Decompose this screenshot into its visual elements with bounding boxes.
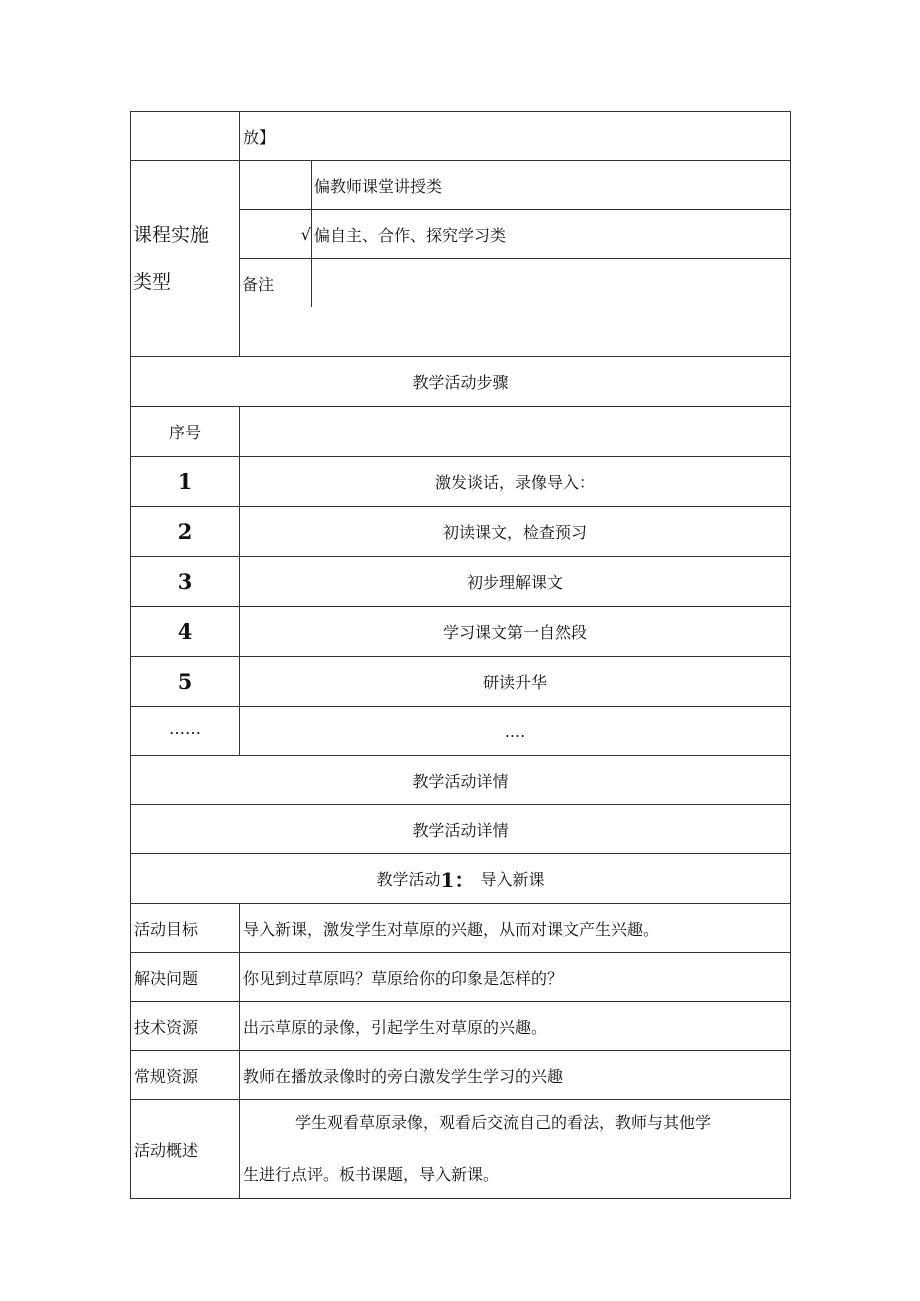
step-number: 5 bbox=[131, 657, 240, 706]
activity-heading bbox=[131, 854, 790, 903]
step-number: 4 bbox=[131, 607, 240, 656]
course-type-remark bbox=[240, 259, 790, 357]
detail-row bbox=[130, 953, 791, 1002]
overview-text bbox=[240, 1100, 790, 1198]
continuation-left-cell bbox=[131, 112, 240, 160]
detail-value: 出示草原的录像，引起学生对草原的兴趣。 bbox=[243, 1017, 548, 1037]
overview-label: 活动概述 bbox=[131, 1100, 240, 1198]
remark-value bbox=[312, 259, 790, 307]
option-text: 偏自主、合作、探究学习类 bbox=[314, 225, 507, 245]
course-type-label-line1: 课程实施 bbox=[133, 223, 210, 246]
option-mark: √ bbox=[240, 210, 312, 258]
activity-name: 导入新课 bbox=[480, 870, 545, 889]
details-title: 教学活动详情 bbox=[412, 820, 509, 840]
steps-title-row bbox=[130, 357, 791, 407]
steps-header-content bbox=[240, 407, 790, 456]
detail-value: 你见到过草原吗？草原给你的印象是怎样的？ bbox=[243, 968, 564, 988]
step-number: 3 bbox=[131, 557, 240, 606]
overview-line2: 生进行点评。板书课题，导入新课。 bbox=[243, 1165, 500, 1184]
step-row bbox=[130, 557, 791, 607]
detail-label: 活动目标 bbox=[131, 904, 240, 952]
step-text: 学习课文第一自然段 bbox=[442, 623, 587, 642]
remark-label: 备注 bbox=[240, 259, 312, 307]
course-type-option-lecture bbox=[240, 161, 790, 210]
course-type-option-inquiry bbox=[240, 210, 790, 259]
details-title: 教学活动详情 bbox=[412, 771, 509, 791]
details-title-row bbox=[130, 756, 791, 805]
step-text: 研读升华 bbox=[482, 673, 547, 692]
activity-number: 1： bbox=[440, 868, 475, 892]
step-text: .... bbox=[504, 721, 526, 741]
step-row bbox=[130, 707, 791, 756]
steps-header-row bbox=[130, 407, 791, 457]
detail-row bbox=[130, 904, 791, 953]
step-number: …… bbox=[131, 707, 240, 755]
detail-value: 教师在播放录像时的旁白激发学生学习的兴趣 bbox=[243, 1066, 564, 1086]
course-type-label bbox=[131, 161, 240, 356]
detail-label: 常规资源 bbox=[131, 1051, 240, 1099]
course-type-label-line2: 类型 bbox=[133, 270, 172, 293]
step-text: 初读课文，检查预习 bbox=[442, 523, 587, 542]
detail-label: 解决问题 bbox=[131, 953, 240, 1001]
detail-row bbox=[130, 1051, 791, 1100]
step-text: 激发谈话，录像导入： bbox=[434, 473, 595, 492]
step-row bbox=[130, 507, 791, 557]
steps-title: 教学活动步骤 bbox=[412, 373, 509, 392]
lesson-plan-table bbox=[130, 111, 791, 1199]
detail-label: 技术资源 bbox=[131, 1002, 240, 1050]
continuation-text: 放】 bbox=[243, 127, 276, 147]
course-type-block bbox=[130, 161, 791, 357]
overview-line1: 学生观看草原录像，观看后交流自己的看法，教师与其他学 bbox=[295, 1113, 712, 1132]
step-number: 2 bbox=[131, 507, 240, 556]
detail-row bbox=[130, 1002, 791, 1051]
step-row bbox=[130, 607, 791, 657]
continuation-row bbox=[130, 111, 791, 161]
activity-prefix: 教学活动 bbox=[376, 870, 441, 889]
option-mark bbox=[240, 161, 312, 209]
detail-value: 导入新课，激发学生对草原的兴趣，从而对课文产生兴趣。 bbox=[243, 919, 660, 939]
activity-heading-row bbox=[130, 854, 791, 904]
step-row bbox=[130, 657, 791, 707]
step-text: 初步理解课文 bbox=[466, 573, 563, 592]
option-text: 偏教师课堂讲授类 bbox=[314, 176, 443, 196]
details-title-row bbox=[130, 805, 791, 854]
steps-header-num: 序号 bbox=[131, 407, 240, 456]
step-number: 1 bbox=[131, 457, 240, 506]
step-row bbox=[130, 457, 791, 507]
overview-row bbox=[130, 1100, 791, 1199]
